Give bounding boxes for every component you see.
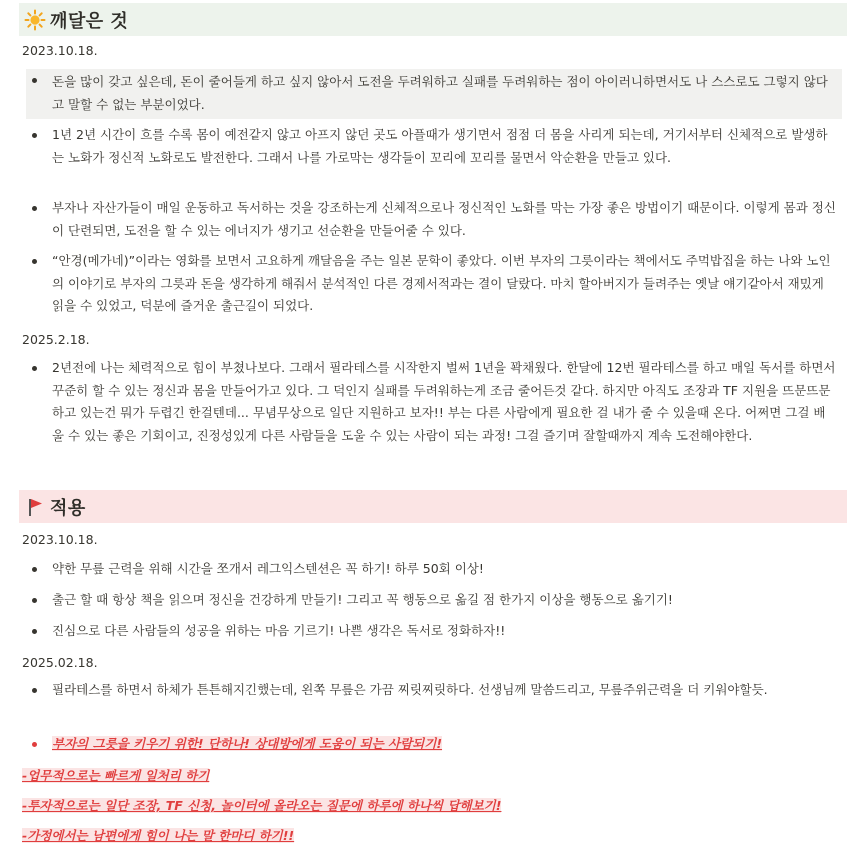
list-item[interactable]: 약한 무릎 근력을 위해 시간을 쪼개서 레그익스텐션은 꼭 하기! 하루 50회 이상!: [52, 558, 842, 581]
list-item[interactable]: 돈을 많이 갖고 싶은데, 돈이 줄어들게 하고 싶지 않아서 도전을 두려워하고 실패를 두려워하는 점이 아이러니하면서도 나 스스로도 그렇지 않다고 말할 수 없는 부분이었다.: [26, 69, 842, 119]
section-title: 깨달은 것: [50, 10, 129, 32]
section-heading-apply[interactable]: [19, 490, 847, 523]
sun-icon: [24, 9, 46, 31]
highlighted-line[interactable]: [22, 765, 209, 787]
list-item[interactable]: “안경(메가네)”이라는 영화를 보면서 고요하게 깨달음을 주는 일본 문학이 좋았다. 이번 부자의 그릇이라는 책에서도 주먹밥집을 하는 나와 노인의 이야기로 부자의 그릇과 돈을 생각하게 해줘서 분석적인 다른 경제서적과는 결이 달랐다. 마치 할아버지가 들려주는 옛날 얘기같아서 재밌게 읽을 수 있었고, 덕분에 즐거운 출근길이 되었다.: [52, 250, 842, 318]
highlighted-text: -업무적으로는 빠르게 일처리 하기: [22, 768, 210, 783]
highlighted-text: -가정에서는 남편에게 힘이 나는 말 한마디 하기!!: [22, 828, 295, 843]
highlighted-text: 부자의 그릇을 키우기 위한! 단하나! 상대방에게 도움이 되는 사람되기!: [52, 736, 443, 751]
list-item[interactable]: 출근 할 때 항상 책을 읽으며 정신을 건강하게 만들기! 그리고 꼭 행동으로 옮길 점 한가지 이상을 행동으로 옮기기!: [52, 589, 842, 612]
list-item[interactable]: 필라테스를 하면서 하체가 튼튼해지긴했는데, 왼쪽 무릎은 가끔 찌릿찌릿하다. 선생님께 말씀드리고, 무릎주위근력을 더 키워야할듯.: [52, 679, 842, 702]
list-item[interactable]: 진심으로 다른 사람들의 성공을 위하는 마음 기르기! 나쁜 생각은 독서로 정화하자!!: [52, 620, 842, 643]
highlighted-text: -투자적으로는 일단 조장, TF 신청, 놀이터에 올라오는 질문에 하루에 하나씩 답해보기!: [22, 798, 502, 813]
date-label: 2023.10.18.: [22, 43, 98, 58]
section-heading-realizations[interactable]: [19, 3, 847, 36]
red-flag-icon: [24, 496, 46, 518]
list-item[interactable]: 1년 2년 시간이 흐를 수록 몸이 예전같지 않고 아프지 않던 곳도 아플때가 생기면서 점점 더 몸을 사리게 되는데, 거기서부터 신체적으로 발생하는 노화가 정신적 노화로도 발전한다. 그래서 나를 가로막는 생각들이 꼬리에 꼬리를 물면서 악순환을 만들고 있다.: [52, 124, 842, 169]
date-label: 2025.2.18.: [22, 332, 90, 347]
date-label: 2023.10.18.: [22, 532, 98, 547]
date-label: 2025.02.18.: [22, 655, 98, 670]
highlighted-line[interactable]: [22, 825, 294, 847]
section-title: 적용: [50, 497, 86, 519]
highlighted-list-item[interactable]: [52, 733, 842, 756]
list-item[interactable]: 부자나 자산가들이 매일 운동하고 독서하는 것을 강조하는게 신체적으로나 정신적인 노화를 막는 가장 좋은 방법이기 때문이다. 이렇게 몸과 정신이 단련되면, 도전을 할 수 있는 에너지가 생기고 선순환을 만들어줄 수 있다.: [52, 197, 842, 242]
highlighted-line[interactable]: [22, 795, 501, 817]
list-item[interactable]: 2년전에 나는 체력적으로 힘이 부쳤나보다. 그래서 필라테스를 시작한지 벌써 1년을 꽉채웠다. 한달에 12번 필라테스를 하고 매일 독서를 하면서 꾸준히 할 수 있는 정신과 몸을 만들어가고 있다. 그 덕인지 실패를 두려워하는게 조금 줄어든것 같다. 하지만 아직도 조장과 TF 지원을 뜨문뜨문 하고 있는건 뭐가 두렵긴 한걸텐데... 무념무상으로 일단 지원하고 보자!! 부는 다른 사람에게 필요한 걸 내가 줄 수 있을때 온다. 어쩌면 그걸 배울 수 있는 좋은 기회이고, 진정성있게 다른 사람들을 도울 수 있는 사람이 되는 과정! 그걸 즐기며 잘할때까지 계속 도전해야한다.: [52, 357, 842, 447]
